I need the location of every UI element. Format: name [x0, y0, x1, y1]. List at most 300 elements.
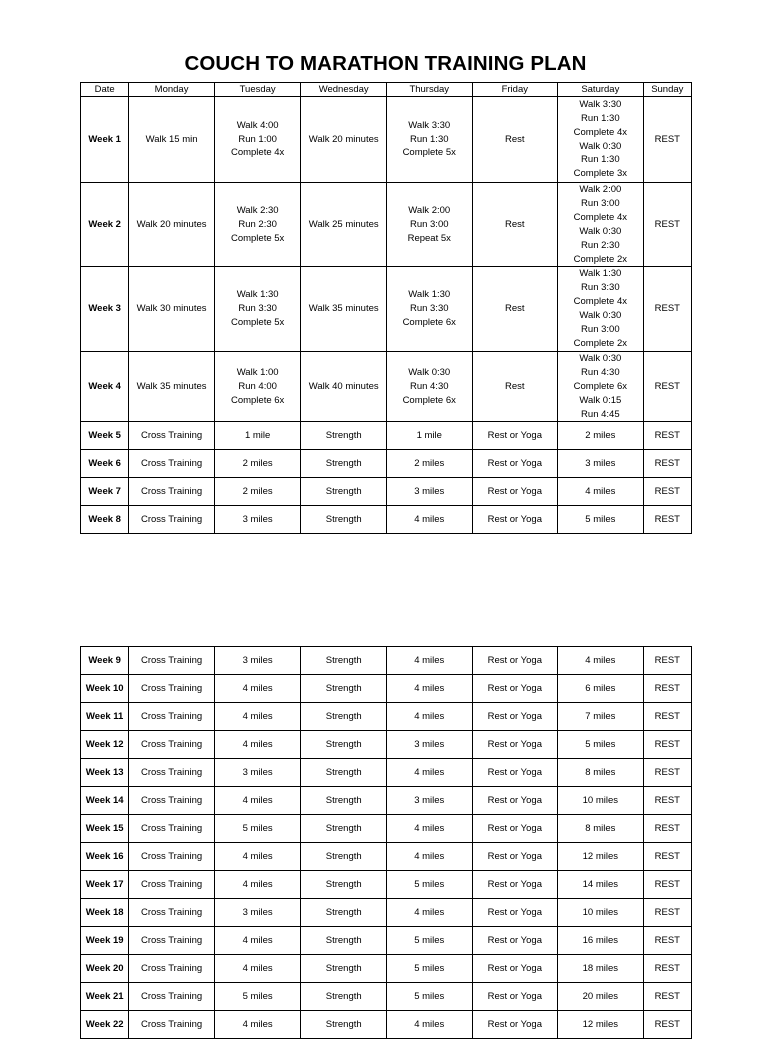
cell-line: Walk 0:30: [579, 140, 622, 152]
cell-friday: [472, 955, 558, 983]
cell-friday: [472, 759, 558, 787]
cell-line: Run 1:00: [238, 133, 277, 145]
cell-saturday: [558, 871, 644, 899]
cell-line: REST: [654, 485, 680, 497]
cell-tuesday: [214, 422, 301, 450]
cell-line: 4 miles: [414, 766, 445, 778]
cell-line: Strength: [325, 1018, 362, 1030]
cell-line: Cross Training: [140, 513, 203, 525]
week-label: Week 12: [81, 731, 129, 759]
cell-line: Strength: [325, 906, 362, 918]
cell-line: 10 miles: [582, 906, 619, 918]
cell-line: 4 miles: [242, 850, 273, 862]
cell-line: Rest or Yoga: [487, 654, 542, 666]
cell-saturday: [558, 983, 644, 1011]
cell-thursday: [386, 955, 472, 983]
cell-sunday: [643, 478, 691, 506]
cell-line: Complete 6x: [573, 380, 627, 392]
cell-line: 2 miles: [414, 457, 445, 469]
week-label: Week 7: [81, 478, 129, 506]
cell-line: Walk 15 min: [145, 133, 198, 145]
cell-line: Run 2:30: [581, 239, 620, 251]
cell-sunday: [643, 787, 691, 815]
cell-line: 3 miles: [414, 794, 445, 806]
cell-thursday: [386, 843, 472, 871]
cell-monday: [129, 703, 215, 731]
cell-line: 18 miles: [582, 962, 619, 974]
cell-wednesday: [301, 871, 387, 899]
cell-line: 4 miles: [242, 1018, 273, 1030]
cell-saturday: [558, 759, 644, 787]
cell-wednesday: [301, 955, 387, 983]
cell-tuesday: [214, 97, 301, 183]
header-row: [81, 83, 692, 97]
table-row: [81, 647, 692, 675]
cell-line: 4 miles: [585, 485, 616, 497]
cell-line: Strength: [325, 878, 362, 890]
cell-line: 4 miles: [414, 682, 445, 694]
cell-friday: [472, 675, 558, 703]
cell-monday: [129, 450, 215, 478]
cell-tuesday: [214, 703, 301, 731]
cell-line: REST: [654, 513, 680, 525]
cell-wednesday: [301, 787, 387, 815]
cell-thursday: [386, 267, 472, 351]
cell-thursday: [386, 422, 472, 450]
cell-line: Cross Training: [140, 962, 203, 974]
cell-line: Walk 1:30: [408, 289, 451, 301]
table-row: [81, 97, 692, 183]
table-row: [81, 983, 692, 1011]
cell-line: Strength: [325, 934, 362, 946]
header-cell-sunday: Sunday: [643, 83, 691, 97]
cell-line: Strength: [325, 794, 362, 806]
cell-line: REST: [654, 738, 680, 750]
table-row: [81, 267, 692, 351]
table-row: [81, 731, 692, 759]
cell-monday: [129, 759, 215, 787]
cell-line: Walk 1:00: [236, 366, 279, 378]
cell-line: 4 miles: [414, 710, 445, 722]
cell-line: Cross Training: [140, 710, 203, 722]
page-title: COUCH TO MARATHON TRAINING PLAN: [184, 52, 587, 75]
cell-line: Rest or Yoga: [487, 822, 542, 834]
cell-line: Rest: [505, 218, 525, 230]
cell-line: Rest or Yoga: [487, 766, 542, 778]
cell-monday: [129, 787, 215, 815]
cell-line: Complete 2x: [573, 337, 627, 349]
cell-monday: [129, 899, 215, 927]
cell-wednesday: [301, 1011, 387, 1039]
cell-line: Complete 5x: [230, 317, 285, 329]
cell-line: Rest or Yoga: [487, 990, 542, 1002]
cell-line: REST: [654, 794, 680, 806]
cell-wednesday: [301, 647, 387, 675]
cell-line: Run 4:45: [581, 408, 620, 420]
cell-wednesday: [301, 506, 387, 534]
cell-line: 4 miles: [242, 962, 273, 974]
cell-line: Run 3:30: [409, 303, 449, 315]
cell-line: REST: [654, 766, 680, 778]
cell-friday: [472, 731, 558, 759]
cell-monday: [129, 506, 215, 534]
table-row: [81, 899, 692, 927]
cell-line: REST: [654, 878, 680, 890]
cell-thursday: [386, 1011, 472, 1039]
cell-line: 4 miles: [414, 850, 445, 862]
cell-monday: [129, 871, 215, 899]
cell-saturday: [558, 675, 644, 703]
cell-saturday: [558, 267, 644, 351]
cell-line: Cross Training: [140, 794, 203, 806]
cell-sunday: [643, 927, 691, 955]
table-body: [81, 83, 692, 534]
week-label: Week 16: [81, 843, 129, 871]
cell-wednesday: [301, 703, 387, 731]
cell-line: 4 miles: [242, 710, 273, 722]
cell-line: REST: [654, 218, 680, 230]
cell-sunday: [643, 983, 691, 1011]
header-cell-wednesday: Wednesday: [301, 83, 387, 97]
table-row: [81, 759, 692, 787]
cell-tuesday: [214, 450, 301, 478]
cell-line: 4 miles: [242, 738, 273, 750]
week-label: Week 5: [81, 422, 129, 450]
cell-sunday: [643, 815, 691, 843]
cell-line: Strength: [325, 962, 362, 974]
cell-line: Rest or Yoga: [487, 962, 542, 974]
cell-line: REST: [654, 429, 680, 441]
header-cell-thursday: Thursday: [386, 83, 472, 97]
cell-line: Walk 35 minutes: [136, 380, 207, 392]
cell-line: Strength: [325, 766, 362, 778]
cell-line: Rest or Yoga: [487, 485, 542, 497]
cell-line: 2 miles: [242, 485, 273, 497]
cell-line: Complete 4x: [230, 147, 285, 159]
cell-thursday: [386, 351, 472, 422]
week-label: Week 2: [81, 183, 129, 267]
table-row: [81, 183, 692, 267]
cell-line: 4 miles: [242, 682, 273, 694]
cell-line: Walk 3:30: [408, 119, 451, 131]
cell-wednesday: [301, 759, 387, 787]
cell-thursday: [386, 183, 472, 267]
cell-line: Walk 0:30: [408, 366, 451, 378]
cell-friday: [472, 351, 558, 422]
cell-line: Cross Training: [140, 682, 203, 694]
cell-line: 8 miles: [585, 766, 616, 778]
cell-tuesday: [214, 1011, 301, 1039]
week-label: Week 21: [81, 983, 129, 1011]
cell-monday: [129, 675, 215, 703]
cell-tuesday: [214, 351, 301, 422]
cell-line: Walk 0:15: [579, 394, 622, 406]
cell-line: 4 miles: [242, 878, 273, 890]
cell-thursday: [386, 450, 472, 478]
cell-saturday: [558, 899, 644, 927]
cell-thursday: [386, 871, 472, 899]
cell-line: Rest or Yoga: [487, 1018, 542, 1030]
cell-line: 4 miles: [585, 654, 616, 666]
cell-thursday: [386, 647, 472, 675]
cell-monday: [129, 647, 215, 675]
cell-line: 5 miles: [414, 990, 445, 1002]
cell-thursday: [386, 506, 472, 534]
cell-line: 4 miles: [414, 822, 445, 834]
cell-monday: [129, 843, 215, 871]
cell-tuesday: [214, 731, 301, 759]
cell-line: Cross Training: [140, 1018, 203, 1030]
cell-line: 8 miles: [585, 822, 616, 834]
table-row: [81, 927, 692, 955]
cell-line: Rest: [505, 303, 525, 315]
cell-sunday: [643, 703, 691, 731]
cell-line: Walk 1:30: [579, 268, 622, 280]
cell-line: Cross Training: [140, 485, 203, 497]
cell-wednesday: [301, 983, 387, 1011]
cell-line: 3 miles: [242, 766, 273, 778]
table-row: [81, 450, 692, 478]
cell-line: 3 miles: [414, 485, 445, 497]
week-label: Week 22: [81, 1011, 129, 1039]
cell-line: REST: [654, 710, 680, 722]
table-row: [81, 703, 692, 731]
cell-line: Complete 6x: [230, 394, 285, 406]
cell-sunday: [643, 843, 691, 871]
cell-saturday: [558, 506, 644, 534]
cell-line: Walk 30 minutes: [136, 303, 207, 315]
week-label: Week 19: [81, 927, 129, 955]
cell-saturday: [558, 843, 644, 871]
cell-line: Complete 5x: [402, 147, 456, 159]
week-label: Week 10: [81, 675, 129, 703]
cell-line: REST: [654, 906, 680, 918]
cell-wednesday: [301, 843, 387, 871]
cell-line: 3 miles: [242, 513, 273, 525]
cell-line: 4 miles: [242, 934, 273, 946]
cell-line: Rest or Yoga: [487, 682, 542, 694]
cell-tuesday: [214, 899, 301, 927]
cell-line: 5 miles: [585, 513, 616, 525]
cell-line: 3 miles: [242, 906, 273, 918]
cell-line: Run 3:30: [581, 282, 620, 294]
cell-friday: [472, 871, 558, 899]
cell-line: 4 miles: [414, 1018, 445, 1030]
cell-line: REST: [654, 682, 680, 694]
cell-tuesday: [214, 675, 301, 703]
cell-line: REST: [654, 133, 680, 145]
cell-line: Run 3:00: [409, 218, 449, 230]
cell-sunday: [643, 1011, 691, 1039]
cell-sunday: [643, 647, 691, 675]
training-table-part-2: [80, 646, 692, 1039]
header-cell-tuesday: Tuesday: [214, 83, 301, 97]
week-label: Week 20: [81, 955, 129, 983]
week-label: Week 8: [81, 506, 129, 534]
training-table-part-1: [80, 82, 692, 534]
cell-wednesday: [301, 731, 387, 759]
cell-line: 4 miles: [414, 654, 445, 666]
cell-sunday: [643, 675, 691, 703]
cell-monday: [129, 927, 215, 955]
cell-line: Complete 3x: [573, 168, 627, 180]
cell-tuesday: [214, 955, 301, 983]
cell-friday: [472, 450, 558, 478]
cell-saturday: [558, 787, 644, 815]
cell-line: Complete 6x: [402, 317, 456, 329]
cell-line: 1 mile: [244, 429, 271, 441]
cell-line: Walk 0:30: [579, 352, 622, 364]
cell-wednesday: [301, 450, 387, 478]
table-row: [81, 815, 692, 843]
cell-line: Strength: [325, 513, 362, 525]
header-cell-monday: Monday: [129, 83, 215, 97]
cell-line: 5 miles: [414, 878, 445, 890]
cell-thursday: [386, 899, 472, 927]
cell-line: Rest or Yoga: [487, 850, 542, 862]
cell-line: 12 miles: [582, 1018, 619, 1030]
cell-line: 14 miles: [582, 878, 619, 890]
cell-line: Rest or Yoga: [487, 906, 542, 918]
cell-thursday: [386, 675, 472, 703]
cell-line: REST: [654, 962, 680, 974]
cell-saturday: [558, 731, 644, 759]
cell-wednesday: [301, 899, 387, 927]
cell-saturday: [558, 955, 644, 983]
cell-line: REST: [654, 822, 680, 834]
table-row: [81, 351, 692, 422]
cell-wednesday: [301, 267, 387, 351]
cell-tuesday: [214, 267, 301, 351]
cell-line: Repeat 5x: [407, 232, 451, 244]
cell-tuesday: [214, 927, 301, 955]
week-label: Week 13: [81, 759, 129, 787]
cell-line: Walk 0:30: [579, 225, 622, 237]
cell-saturday: [558, 703, 644, 731]
cell-line: Run 4:00: [238, 380, 277, 392]
cell-thursday: [386, 759, 472, 787]
cell-sunday: [643, 267, 691, 351]
cell-line: Cross Training: [140, 906, 203, 918]
cell-sunday: [643, 731, 691, 759]
cell-monday: [129, 731, 215, 759]
cell-line: Rest or Yoga: [487, 513, 542, 525]
cell-saturday: [558, 927, 644, 955]
cell-friday: [472, 183, 558, 267]
cell-line: 5 miles: [242, 990, 273, 1002]
cell-line: Walk 4:00: [236, 119, 279, 131]
cell-friday: [472, 843, 558, 871]
cell-thursday: [386, 731, 472, 759]
cell-line: 6 miles: [585, 682, 616, 694]
cell-tuesday: [214, 843, 301, 871]
cell-line: Walk 20 minutes: [308, 133, 379, 145]
cell-line: Walk 35 minutes: [308, 303, 379, 315]
cell-line: Cross Training: [140, 457, 203, 469]
cell-line: Cross Training: [140, 738, 203, 750]
cell-monday: [129, 983, 215, 1011]
cell-line: Rest: [505, 133, 525, 145]
cell-sunday: [643, 450, 691, 478]
cell-tuesday: [214, 815, 301, 843]
cell-friday: [472, 478, 558, 506]
cell-line: 2 miles: [585, 429, 616, 441]
table-row: [81, 871, 692, 899]
cell-line: Rest or Yoga: [487, 794, 542, 806]
table-row: [81, 843, 692, 871]
cell-line: Run 2:30: [238, 218, 277, 230]
cell-tuesday: [214, 478, 301, 506]
cell-line: REST: [654, 1018, 680, 1030]
cell-line: Walk 3:30: [579, 98, 622, 110]
cell-friday: [472, 703, 558, 731]
cell-tuesday: [214, 787, 301, 815]
week-label: Week 15: [81, 815, 129, 843]
cell-line: Walk 2:00: [408, 204, 451, 216]
cell-tuesday: [214, 759, 301, 787]
week-label: Week 1: [81, 97, 129, 183]
cell-line: Walk 40 minutes: [308, 380, 379, 392]
cell-line: REST: [654, 380, 680, 392]
cell-line: Walk 2:30: [236, 204, 279, 216]
cell-monday: [129, 351, 215, 422]
week-label: Week 6: [81, 450, 129, 478]
cell-monday: [129, 478, 215, 506]
cell-wednesday: [301, 815, 387, 843]
cell-thursday: [386, 97, 472, 183]
cell-line: 20 miles: [582, 990, 619, 1002]
cell-tuesday: [214, 983, 301, 1011]
cell-line: Cross Training: [140, 654, 203, 666]
cell-sunday: [643, 759, 691, 787]
cell-line: 5 miles: [414, 934, 445, 946]
header-cell-date: Date: [81, 83, 129, 97]
week-label: Week 11: [81, 703, 129, 731]
cell-friday: [472, 815, 558, 843]
cell-line: Strength: [325, 850, 362, 862]
cell-line: Cross Training: [140, 990, 203, 1002]
cell-line: 5 miles: [585, 738, 616, 750]
cell-line: Complete 4x: [573, 296, 627, 308]
cell-saturday: [558, 183, 644, 267]
cell-line: Rest or Yoga: [487, 457, 542, 469]
cell-line: Walk 25 minutes: [308, 218, 379, 230]
table-body: [81, 647, 692, 1039]
cell-line: Run 1:30: [581, 154, 620, 166]
cell-line: Cross Training: [140, 429, 203, 441]
cell-line: Complete 5x: [230, 232, 285, 244]
cell-line: Strength: [325, 710, 362, 722]
cell-friday: [472, 422, 558, 450]
header-cell-saturday: Saturday: [558, 83, 644, 97]
week-label: Week 3: [81, 267, 129, 351]
cell-line: Strength: [325, 682, 362, 694]
cell-line: Cross Training: [140, 766, 203, 778]
cell-line: Cross Training: [140, 878, 203, 890]
cell-wednesday: [301, 97, 387, 183]
cell-saturday: [558, 422, 644, 450]
cell-thursday: [386, 815, 472, 843]
cell-friday: [472, 787, 558, 815]
cell-sunday: [643, 871, 691, 899]
cell-wednesday: [301, 183, 387, 267]
cell-saturday: [558, 1011, 644, 1039]
cell-line: Complete 6x: [402, 394, 456, 406]
cell-line: Walk 1:30: [236, 289, 279, 301]
cell-line: Run 4:30: [581, 366, 620, 378]
cell-line: Rest or Yoga: [487, 710, 542, 722]
cell-line: REST: [654, 850, 680, 862]
